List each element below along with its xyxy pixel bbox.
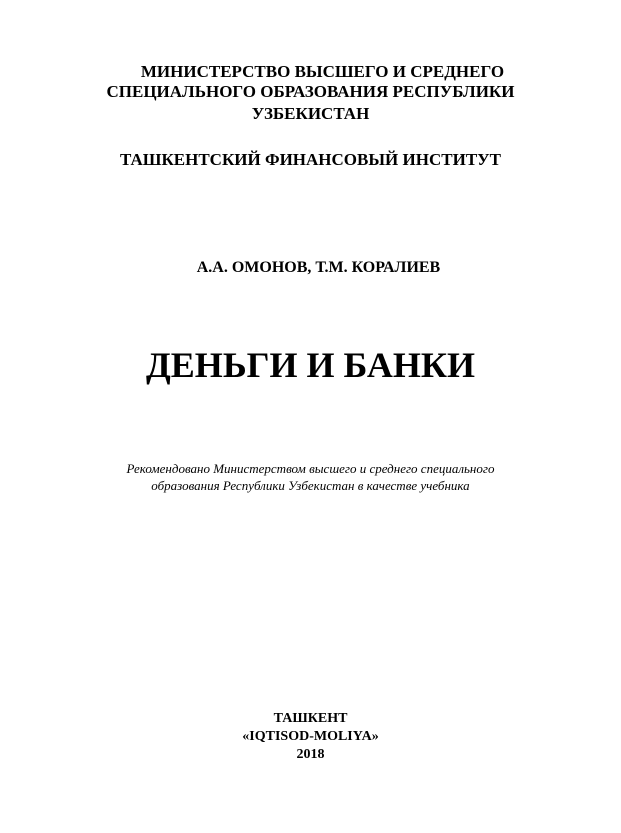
imprint-year: 2018	[296, 747, 325, 762]
imprint-publisher: «IQTISOD-MOLIYA»	[242, 729, 379, 744]
book-title: ДЕНЬГИ И БАНКИ	[146, 345, 475, 385]
authors: А.А. ОМОНОВ, Т.М. КОРАЛИЕВ	[196, 259, 441, 276]
ministry-line-1: МИНИСТЕРСТВО ВЫСШЕГО И СРЕДНЕГО	[140, 62, 505, 81]
imprint-city: ТАШКЕНТ	[273, 711, 348, 726]
recommendation-line-2: образования Республики Узбекистан в качестве учебника	[151, 478, 470, 493]
institute-name: ТАШКЕНТСКИЙ ФИНАНСОВЫЙ ИНСТИТУТ	[120, 150, 501, 169]
recommendation-line-1: Рекомендовано Министерством высшего и среднего специального	[126, 461, 495, 476]
ministry-line-3: УЗБЕКИСТАН	[251, 104, 370, 123]
ministry-line-2: СПЕЦИАЛЬНОГО ОБРАЗОВАНИЯ РЕСПУБЛИКИ	[106, 82, 515, 101]
